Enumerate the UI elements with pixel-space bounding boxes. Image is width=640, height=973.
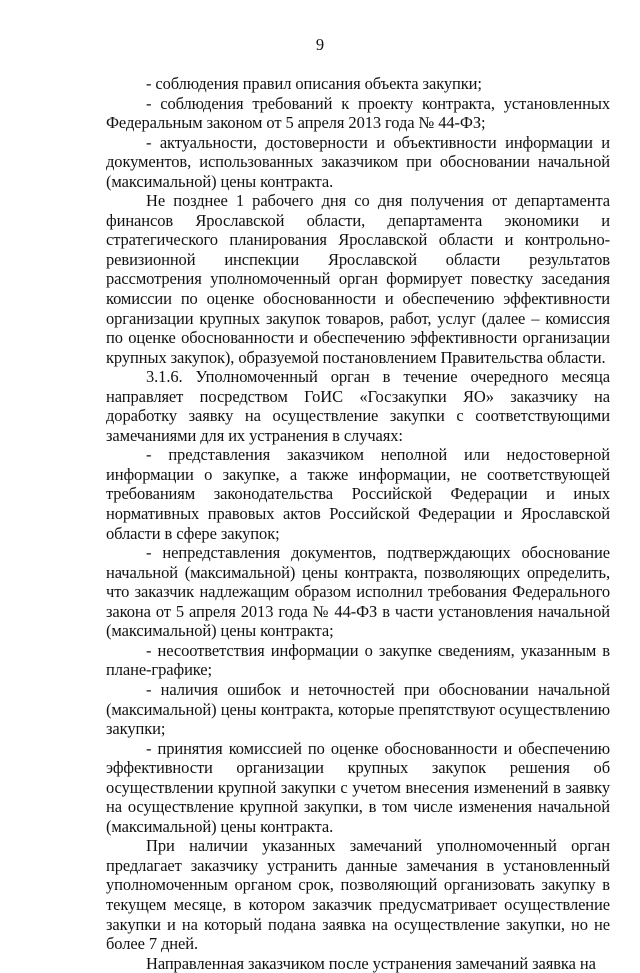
paragraph-12: Направленная заказчиком после устранения замечаний заявка на [146, 953, 596, 973]
paragraph-2: - соблюдения требований к проекту контракта, установленных Федеральным законом от 5 апреля 2013 года № 44-ФЗ; [106, 93, 610, 133]
paragraph-6: - представления заказчиком неполной или недостоверной информации о закупке, а также информации, не соответствующей требованиям законодательства Российской Федерации и иных нормативных правовых актов Российской Федерации и Ярославской области в сфере закупок; [106, 445, 610, 543]
paragraph-5: 3.1.6. Уполномоченный орган в течение очередного месяца направляет посредством ГоИС «Госзакупки ЯО» заказчику на доработку заявку на осуществление закупки с соответствующими замечаниями для их устранения в случаях: [106, 367, 610, 445]
paragraph-1: - соблюдения правил описания объекта закупки; [146, 74, 482, 93]
paragraph-4: Не позднее 1 рабочего дня со дня получения от департамента финансов Ярославской области, департамента экономики и стратегического планирования Ярославской области и контрольно-ревизионной инспекции Ярославской области результатов рассмотрения уполномоченный орган формирует повестку заседания комиссии по оценке обоснованности и обеспечению эффективности организации крупных закупок товаров, работ, услуг (далее – комиссия по оценке обоснованности и обеспечению эффективности организации крупных закупок), образуемой постановлением Правительства области. [106, 191, 610, 367]
paragraph-7: - непредставления документов, подтверждающих обоснование начальной (максимальной) цены контракта, позволяющих определить, что заказчик надлежащим образом исполнил требования Федерального закона от 5 апреля 2013 года № 44-ФЗ в части установления начальной (максимальной) цены контракта; [106, 543, 610, 641]
page-number: 9 [315, 35, 325, 54]
paragraph-8: - несоответствия информации о закупке сведениям, указанным в плане-графике; [106, 640, 610, 680]
paragraph-3: - актуальности, достоверности и объективности информации и документов, использованных заказчиком при обосновании начальной (максимальной) цены контракта. [106, 132, 610, 191]
paragraph-9: - наличия ошибок и неточностей при обосновании начальной (максимальной) цены контракта, которые препятствуют осуществлению закупки; [106, 679, 610, 739]
document-body [106, 74, 610, 973]
paragraph-11: При наличии указанных замечаний уполномоченный орган предлагает заказчику устранить данные замечания в установленный уполномоченным органом срок, позволяющий организовать закупку в текущем месяце, в котором заказчик предусматривает осуществление закупки и на который подана заявка на осуществление закупки, но не более 7 дней. [106, 836, 610, 954]
paragraph-10: - принятия комиссией по оценке обоснованности и обеспечению эффективности организации крупных закупок решения об осуществлении крупной закупки с учетом внесения изменений в заявку на осуществление крупной закупки, в том числе изменения начальной (максимальной) цены контракта. [106, 738, 610, 836]
